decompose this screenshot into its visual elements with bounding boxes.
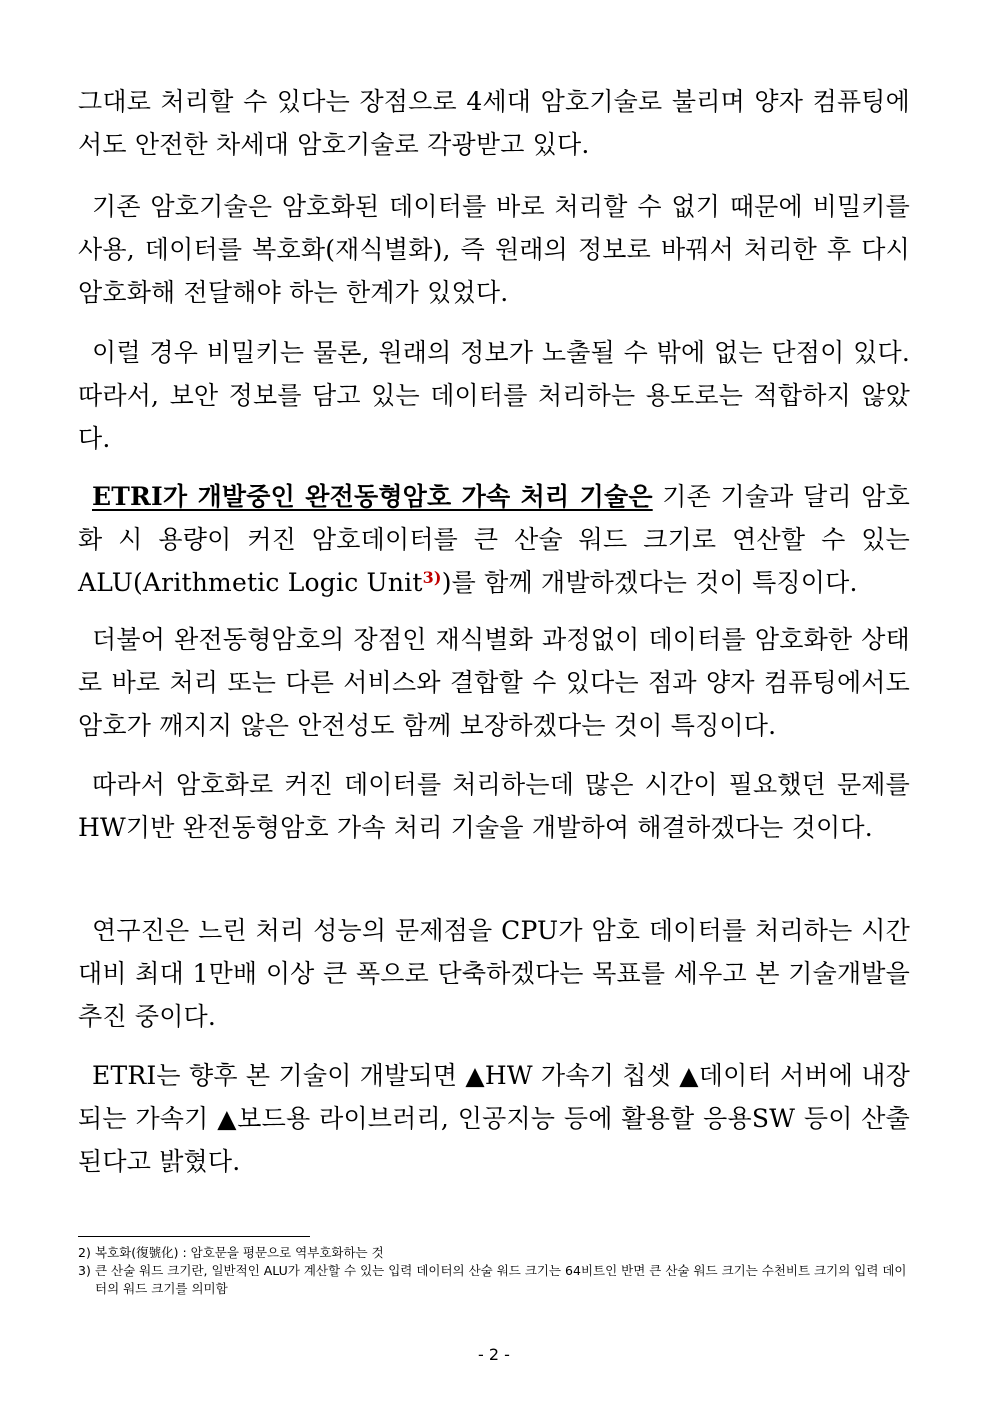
emphasis-etri-technology: ETRI가 개발중인 완전동형암호 가속 처리 기술은 [92,482,653,511]
footnote-number: 3) [78,1263,91,1278]
paragraph-decryption-limit: 기존 암호기술은 암호화된 데이터를 바로 처리할 수 없기 때문에 비밀키를 사용, 데이터를 복호화(재식별화), 즉 원래의 정보로 바꿔서 처리한 후 다시 암호화해 전달해야 하는 한계가 있었다. [78,192,910,307]
paragraph-continuation: 그대로 처리할 수 있다는 장점으로 4세대 암호기술로 불리며 양자 컴퓨팅에서도 안전한 차세대 암호기술로 각광받고 있다. [78,87,910,159]
paragraph-hw-acceleration: 따라서 암호화로 커진 데이터를 처리하는데 많은 시간이 필요했던 문제를 HW기반 완전동형암호 가속 처리 기술을 개발하여 해결하겠다는 것이다. [78,770,910,842]
footnote-number: 2) [78,1245,91,1260]
footnotes [78,1244,910,1298]
footnote-2 [78,1244,910,1262]
footnote-text: 복호화(復號化) : 암호문을 평문으로 역부호화하는 것 [95,1245,384,1260]
footnote-reference[interactable]: 3) [422,568,442,587]
document-page [78,0,910,1403]
paragraph-advantages: 더불어 완전동형암호의 장점인 재식별화 과정없이 데이터를 암호화한 상태로 바로 처리 또는 다른 서비스와 결합할 수 있다는 점과 양자 컴퓨팅에서도 암호가 깨지지 않은 안전성도 함께 보장하겠다는 것이 특징이다. [78,625,910,740]
paragraph-research-goal: 연구진은 느린 처리 성능의 문제점을 CPU가 암호 데이터를 처리하는 시간 대비 최대 1만배 이상 큰 폭으로 단축하겠다는 목표를 세우고 본 기술개발을 추진 중이다. [78,916,910,1031]
paragraph-exposure-risk: 이럴 경우 비밀키는 물론, 원래의 정보가 노출될 수 밖에 없는 단점이 있다. 따라서, 보안 정보를 담고 있는 데이터를 처리하는 용도로는 적합하지 않았다. [78,338,910,453]
paragraph-text: 기존 기술과 달리 암호화 시 용량이 커진 암호데이터를 큰 산술 워드 크기로 연산할 수 있는 ALU(Arithmetic Logic Unit [78,482,910,597]
paragraph-outcomes: ETRI는 향후 본 기술이 개발되면 ▲HW 가속기 칩셋 ▲데이터 서버에 내장되는 가속기 ▲보드용 라이브러리, 인공지능 등에 활용할 응용SW 등이 산출된다고 밝혔다. [78,1061,910,1176]
footnote-3 [78,1262,910,1298]
footnote-divider [78,1236,310,1237]
footnote-text: 큰 산술 워드 크기란, 일반적인 ALU가 계산할 수 있는 입력 데이터의 산술 워드 크기는 64비트인 반면 큰 산술 워드 크기는 수천비트 크기의 입력 데이터의 워드 크기를 의미함 [95,1263,907,1296]
page-number: - 2 - [478,1345,510,1364]
paragraph-etri-alu [78,475,910,604]
paragraph-text: )를 함께 개발하겠다는 것이 특징이다. [441,568,858,597]
